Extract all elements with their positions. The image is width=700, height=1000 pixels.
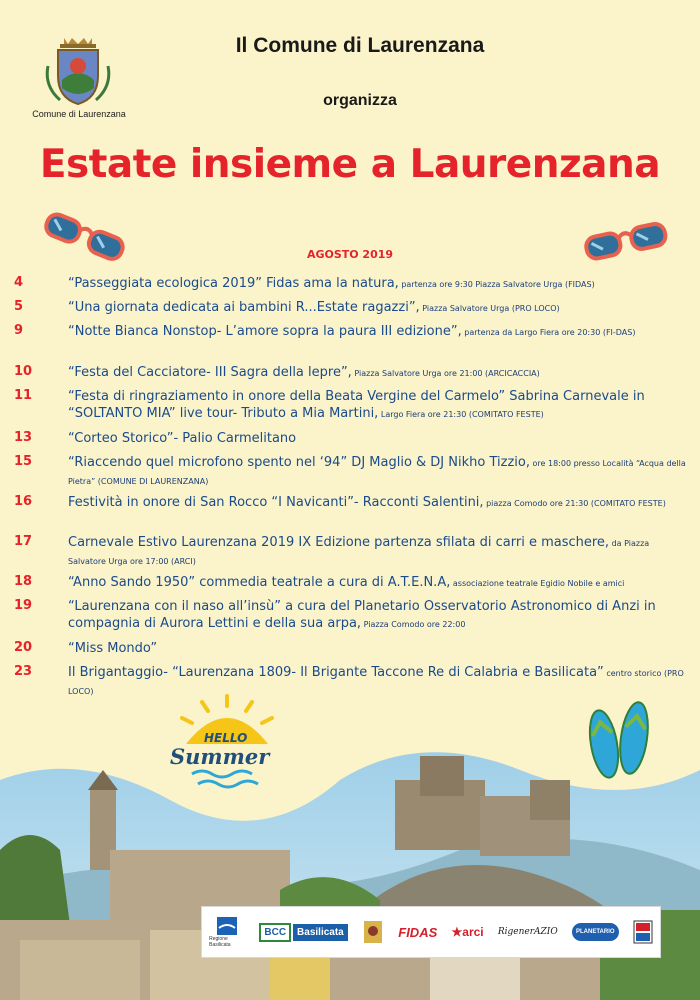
event-note: da Piazza Salvatore Urga ore 17:00 (ARCI) xyxy=(68,539,650,566)
sponsor-arci xyxy=(452,925,484,939)
event-day: 10 xyxy=(14,364,33,379)
event-text xyxy=(68,430,688,448)
planetario-logo: PLANETARIO xyxy=(572,923,619,941)
event-day: 15 xyxy=(14,454,33,469)
event-day: 19 xyxy=(14,598,33,613)
event-text xyxy=(68,574,688,592)
event-note: Piazza Salvatore Urga (PRO LOCO) xyxy=(419,304,560,313)
event-title: Carnevale Estivo Laurenzana 2019 IX Edizione partenza sfilata di carri e maschere, xyxy=(68,535,610,550)
sponsor-prolaco xyxy=(362,919,384,945)
event-note: piazza Comodo ore 21:30 (COMITATO FESTE) xyxy=(483,499,666,508)
event-day: 18 xyxy=(14,574,33,589)
event-title: “Festa di ringraziamento in onore della Beata Vergine del Carmelo” Sabrina Carnevale in “SOLTANTO MIA” live tour- Tributo a Mia Martini, xyxy=(68,389,645,421)
bcc-name: Basilicata xyxy=(293,924,348,941)
event-title: “Laurenzana con il naso all’insù” a cura del Planetario Osservatorio Astronomico di Anzi in compagnia di Aurora Lettini e della sua arpa, xyxy=(68,599,656,631)
event-text xyxy=(68,323,688,341)
event-title: “Passeggiata ecologica 2019” Fidas ama la natura, xyxy=(68,276,399,291)
event-title: Il Brigantaggio- “Laurenzana 1809- Il Brigante Taccone Re di Calabria e Basilicata” xyxy=(68,665,604,680)
event-title: “Riaccendo quel microfono spento nel ‘94” DJ Maglio & DJ Nikho Tizzio, xyxy=(68,455,530,470)
sponsor-logos-bar xyxy=(201,906,661,958)
event-note: centro storico (PRO LOCO) xyxy=(68,669,684,696)
regione-basilicata-logo-icon xyxy=(216,916,238,936)
page-title: Estate insieme a Laurenzana xyxy=(39,142,661,187)
crest-label: Comune di Laurenzana xyxy=(32,109,126,119)
sponsor-bcc xyxy=(259,923,347,942)
event-text xyxy=(68,534,688,570)
event-text xyxy=(68,640,688,658)
arci-label: arci xyxy=(462,925,484,939)
bcc-logo: BCC xyxy=(259,923,291,942)
event-note: partenza da Largo Fiera ore 20:30 (FI-DAS) xyxy=(461,328,636,337)
event-day: 4 xyxy=(14,275,24,290)
pro-loco-logo-icon xyxy=(362,919,384,945)
organizer-heading: Il Comune di Laurenzana xyxy=(235,34,485,57)
event-text xyxy=(68,388,688,423)
event-note: partenza ore 9:30 Piazza Salvatore Urga (FIDAS) xyxy=(398,280,595,289)
event-title: “Anno Sando 1950” commedia teatrale a cura di A.T.E.N.A, xyxy=(68,575,451,590)
star-icon: ★ xyxy=(451,925,463,939)
event-text xyxy=(68,275,688,293)
event-note: Largo Fiera ore 21:30 (COMITATO FESTE) xyxy=(378,410,544,419)
event-text xyxy=(68,299,688,317)
event-day: 9 xyxy=(14,323,24,338)
sponsor-fidas: FIDAS xyxy=(398,924,438,940)
regione-label: Regione Basilicata xyxy=(209,936,231,948)
event-title: “Una giornata dedicata ai bambini R...Estate ragazzi”, xyxy=(68,300,420,315)
event-day: 17 xyxy=(14,534,33,549)
event-text xyxy=(68,364,688,382)
sunglasses-right-icon xyxy=(580,214,674,270)
event-note: Piazza Salvatore Urga ore 21:00 (ARCICACCIA) xyxy=(351,369,540,378)
association-logo-icon xyxy=(633,920,653,944)
event-text xyxy=(68,598,688,633)
organizer-verb: organizza xyxy=(323,92,397,109)
town-landscape-image xyxy=(0,740,700,1000)
sponsor-misc xyxy=(633,920,653,944)
event-day: 11 xyxy=(14,388,33,403)
event-title: “Festa del Cacciatore- III Sagra della lepre”, xyxy=(68,365,352,380)
event-note: ore 18:00 presso Località “Acqua della Pietra” (COMUNE DI LAURENZANA) xyxy=(68,459,686,486)
event-title: “Corteo Storico”- Palio Carmelitano xyxy=(68,431,297,446)
event-day: 13 xyxy=(14,430,33,445)
event-day: 23 xyxy=(14,664,33,679)
summer-text: Summer xyxy=(170,744,270,769)
event-text xyxy=(68,454,688,490)
event-title: “Miss Mondo” xyxy=(68,641,158,656)
event-note: Piazza Comodo ore 22:00 xyxy=(361,620,466,629)
sponsor-regione xyxy=(209,916,245,948)
event-day: 16 xyxy=(14,494,33,509)
hello-text: HELLO xyxy=(204,731,248,745)
event-day: 20 xyxy=(14,640,33,655)
event-title: “Notte Bianca Nonstop- L’amore sopra la paura III edizione”, xyxy=(68,324,462,339)
event-note: associazione teatrale Egidio Nobile e amici xyxy=(450,579,625,588)
sponsor-rigenera: RigenerAZIO xyxy=(497,927,558,937)
month-heading: AGOSTO 2019 xyxy=(306,248,394,261)
sponsor-planetario xyxy=(572,923,619,941)
event-day: 5 xyxy=(14,299,24,314)
event-text xyxy=(68,494,688,512)
event-title: Festività in onore di San Rocco “I Navicanti”- Racconti Salentini, xyxy=(68,495,484,510)
